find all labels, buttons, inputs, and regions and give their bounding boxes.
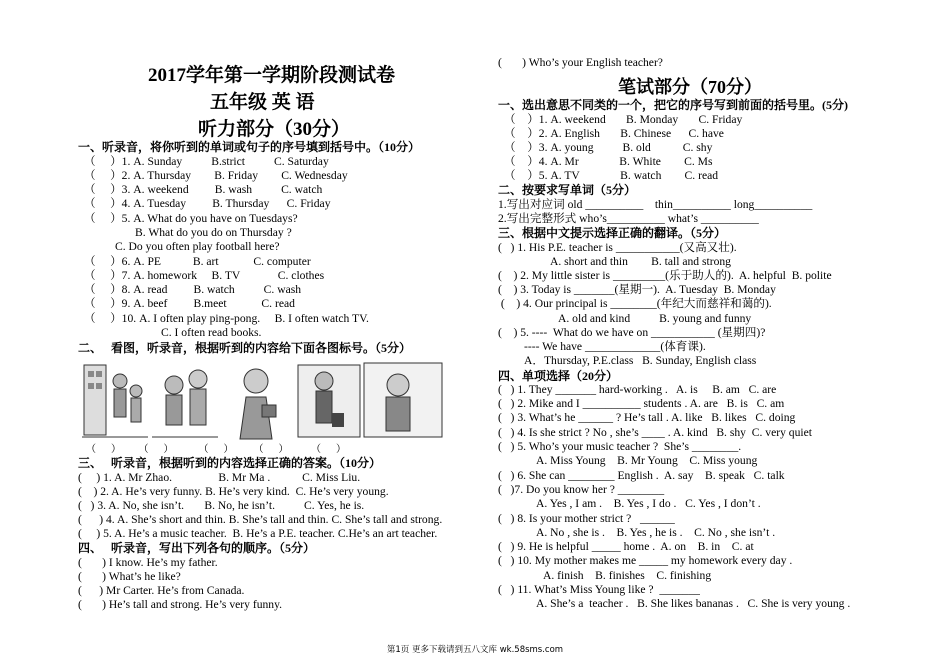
- right-line-15: ( ) 3. Today is _______(星期一). A. Tuesday B. Monday: [498, 283, 776, 296]
- right-line-8: 二、按要求写单词（5分）: [498, 183, 637, 197]
- left-line-14: C. I often read books.: [161, 326, 262, 339]
- right-line-16: ( ) 4. Our principal is ________(年纪大而慈祥和蔼的).: [498, 297, 772, 310]
- left-line-11: （ ）8. A. read B. watch C. wash: [84, 283, 302, 296]
- left-line-3: （ ）2. A. Thursday B. Friday C. Wednesday: [84, 169, 348, 182]
- listening-section-title: 听力部分（30分）: [198, 119, 351, 140]
- right-line-5: （ ）3. A. young B. old C. shy: [504, 141, 713, 154]
- left-line-19: ( ) 2. A. He’s very funny. B. He’s very kind. C. He’s very young.: [78, 485, 389, 498]
- written-section-title: 笔试部分（70分）: [618, 77, 762, 97]
- left-line-16: （ ） （ ） （ ） （ ） （ ）: [86, 444, 346, 455]
- exam-subtitle: 五年级 英 语: [210, 92, 315, 113]
- left-line-6: （ ）5. A. What do you have on Tuesdays?: [84, 212, 298, 225]
- right-line-29: ( )7. Do you know her ? ________: [498, 483, 665, 496]
- right-line-13: A. short and thin B. tall and strong: [550, 255, 731, 268]
- right-line-30: A. Yes , I am . B. Yes , I do . C. Yes , I don’t .: [536, 497, 761, 510]
- left-line-7: B. What do you do on Thursday ?: [135, 226, 292, 239]
- left-line-12: （ ）9. A. beef B.meet C. read: [84, 297, 295, 310]
- right-line-35: A. finish B. finishes C. finishing: [543, 569, 712, 582]
- picture-2-students: [152, 361, 218, 441]
- left-line-18: ( ) 1. A. Mr Zhao. B. Mr Ma . C. Miss Liu.: [78, 471, 361, 484]
- left-line-25: ( ) What’s he like?: [78, 570, 181, 583]
- picture-3-teacher-with-books: [222, 361, 288, 441]
- picture-4-man-with-bag: [294, 361, 364, 441]
- left-line-15: 二、 看图，听录音，根据听到的内容给下面各图标号。（5分）: [78, 341, 412, 355]
- right-line-20: A．Thursday, P.E.class B. Sunday, English class: [524, 354, 757, 367]
- right-line-1: ( ) Who’s your English teacher?: [498, 56, 663, 69]
- right-line-12: ( ) 1. His P.E. teacher is ___________(又高又壮).: [498, 241, 737, 254]
- right-line-25: ( ) 4. Is she strict ? No , she’s ____ . A. kind B. shy C. very quiet: [498, 426, 812, 439]
- right-line-24: ( ) 3. What’s he ______ ? He’s tall . A. like B. likes C. doing: [498, 411, 796, 424]
- left-line-27: ( ) He’s tall and strong. He’s very funny.: [78, 598, 283, 611]
- right-line-31: ( ) 8. Is your mother strict ? ______: [498, 512, 675, 525]
- right-line-22: ( ) 1. They _______ hard-working . A. is B. am C. are: [498, 383, 777, 396]
- right-line-14: ( ) 2. My little sister is _________(乐于助人的). A. helpful B. polite: [498, 269, 832, 282]
- right-line-28: ( ) 6. She can ________ English . A. say B. speak C. talk: [498, 469, 785, 482]
- picture-6-old-man: [362, 361, 444, 441]
- left-line-2: （ ）1. A. Sunday B.strict C. Saturday: [84, 155, 329, 168]
- left-line-13: （ ）10. A. I often play ping-pong. B. I often watch TV.: [84, 312, 369, 325]
- left-line-17: 三、 听录音，根据听到的内容选择正确的答案。（10分）: [78, 456, 382, 470]
- right-line-17: A. old and kind B. young and funny: [558, 312, 752, 325]
- right-line-34: ( ) 10. My mother makes me _____ my homework every day .: [498, 554, 793, 567]
- left-line-5: （ ）4. A. Tuesday B. Thursday C. Friday: [84, 197, 331, 210]
- right-line-7: （ ）5. A. TV B. watch C. read: [504, 169, 719, 182]
- right-line-3: （ ）1. A. weekend B. Monday C. Friday: [504, 113, 743, 126]
- left-line-10: （ ）7. A. homework B. TV C. clothes: [84, 269, 325, 282]
- right-line-33: ( ) 9. He is helpful _____ home . A. on B. in C. at: [498, 540, 754, 553]
- left-line-23: 四、 听录音，写出下列各句的顺序。（5分）: [78, 541, 316, 555]
- left-line-9: （ ）6. A. PE B. art C. computer: [84, 255, 311, 268]
- left-line-24: ( ) I know. He’s my father.: [78, 556, 218, 569]
- picture-1-building-kids: [82, 361, 148, 441]
- left-line-22: ( ) 5. A. He’s a music teacher. B. He’s a P.E. teacher. C.He’s an art teacher.: [78, 527, 438, 540]
- right-line-26: ( ) 5. Who’s your music teacher ? She’s ________.: [498, 440, 742, 453]
- left-line-21: ( ) 4. A. She’s short and thin. B. She’s tall and thin. C. She’s tall and strong.: [78, 513, 443, 526]
- right-line-6: （ ）4. A. Mr B. White C. Ms: [504, 155, 713, 168]
- right-line-32: A. No , she is . B. Yes , he is . C. No , she isn’t .: [536, 526, 776, 539]
- right-line-2: 一、选出意思不同类的一个，把它的序号写到前面的括号里。(5分): [498, 98, 848, 112]
- right-line-27: A. Miss Young B. Mr Young C. Miss young: [536, 454, 758, 467]
- left-line-26: ( ) Mr Carter. He’s from Canada.: [78, 584, 245, 597]
- exam-title: 2017学年第一学期阶段测试卷: [148, 65, 396, 86]
- left-line-20: ( ) 3. A. No, she isn’t. B. No, he isn’t. C. Yes, he is.: [78, 499, 365, 512]
- right-line-9: 1.写出对应词 old __________ thin__________ long__________: [498, 198, 813, 211]
- right-line-37: A. She’s a teacher . B. She likes bananas . C. She is very young .: [536, 597, 851, 610]
- right-line-11: 三、根据中文提示选择正确的翻译。（5分）: [498, 226, 727, 240]
- right-line-4: （ ）2. A. English B. Chinese C. have: [504, 127, 724, 140]
- right-line-19: ---- We have _____________(体育课).: [524, 340, 706, 353]
- left-line-8: C. Do you often play football here?: [115, 240, 280, 253]
- right-line-21: 四、单项选择（20分）: [498, 369, 619, 383]
- right-line-23: ( ) 2. Mike and I __________ students . A. are B. is C. am: [498, 397, 785, 410]
- left-line-4: （ ）3. A. weekend B. wash C. watch: [84, 183, 323, 196]
- right-line-18: ( ) 5. ---- What do we have on ___________ (星期四)?: [498, 326, 766, 339]
- right-line-36: ( ) 11. What’s Miss Young like ? _______: [498, 583, 700, 596]
- left-line-1: 一、听录音，将你听到的单词或句子的序号填到括号中。（10分）: [78, 140, 421, 154]
- page-footer: 第1页 更多下载请到五八文库 wk.58sms.com: [386, 645, 564, 655]
- right-line-10: 2.写出完整形式 who’s__________ what’s __________: [498, 212, 759, 225]
